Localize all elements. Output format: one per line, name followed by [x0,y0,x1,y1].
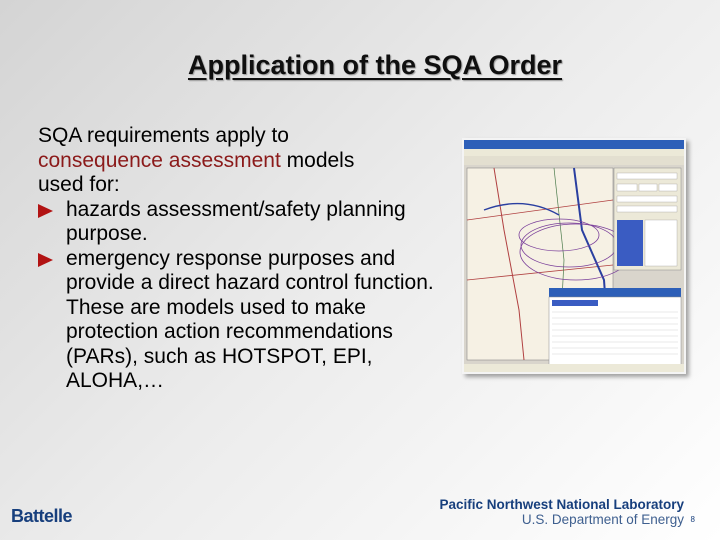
triangle-bullet-icon [38,204,53,218]
map-application-screenshot [462,138,686,374]
triangle-bullet-icon [38,253,53,267]
bullet-text: emergency response purposes and provide a direct hazard control function. These are models used to make protection action recommendations (PARs), such as HOTSPOT, EPI, ALOHA,… [66,246,434,392]
bullet-text: hazards assessment/safety planning purpose. [66,197,406,245]
lab-name: Pacific Northwest National Laboratory [439,497,684,512]
bullet-item [38,198,458,247]
battelle-logo: Battelle [11,506,73,526]
lab-logo [439,497,684,527]
page-number: 8 [690,515,695,524]
intro-part3: used for: [38,173,120,196]
slide-body [38,124,458,394]
intro-accent: consequence assessment [38,148,281,172]
screenshot-graphic [464,140,684,372]
intro-part2: models [280,148,355,172]
slide-title: Application of the SQA Order [187,50,563,80]
bullet-item [38,247,458,394]
intro-text [38,124,458,198]
lab-department: U.S. Department of Energy [521,512,684,527]
intro-part1: SQA requirements apply to [38,124,289,147]
